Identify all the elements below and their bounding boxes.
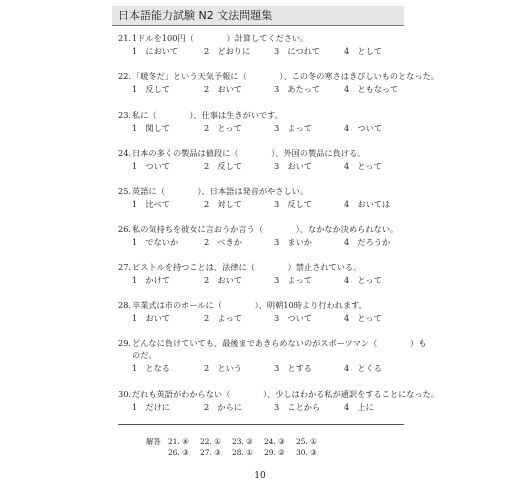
question-30	[118, 388, 440, 413]
answer-item: 28. ①	[232, 448, 253, 457]
answer-item: 24. ③	[264, 437, 285, 446]
option-4: 4 とくる	[344, 363, 382, 373]
answer-item: 23. ②	[232, 437, 253, 446]
option-1: 1 関して	[132, 123, 170, 133]
question-number: 30.	[118, 389, 132, 399]
question-25	[118, 185, 418, 210]
option-1: 1 比べて	[132, 199, 170, 209]
question-number: 27.	[118, 262, 132, 272]
answer-item: 25. ①	[296, 437, 317, 446]
question-27	[118, 261, 418, 286]
question-number: 24.	[118, 148, 132, 158]
question-text: だれも英語がわからない（ ）、少しはわかる私が通訳をすることになった。	[132, 389, 440, 399]
option-3: 3 反して	[274, 199, 312, 209]
answer-row-2	[168, 447, 328, 458]
option-2: 2 とって	[204, 123, 242, 133]
answer-divider	[118, 424, 404, 425]
option-3: 3 とする	[274, 363, 312, 373]
question-number: 26.	[118, 224, 132, 234]
question-number: 29.	[118, 338, 132, 348]
option-1: 1 でないか	[132, 237, 179, 247]
question-text: 私の気持ちを彼女に言おうか言う（ ）、なかなか決められない。	[132, 224, 399, 234]
option-4: 4 とって	[344, 161, 382, 171]
question-text: 「暖冬だ」という天気予報に（ ）、この冬の寒さはきびしいものとなった。	[132, 71, 440, 81]
answer-item: 22. ①	[200, 437, 221, 446]
option-4: 4 とって	[344, 275, 382, 285]
option-1: 1 かけて	[132, 275, 170, 285]
answer-row-1	[168, 436, 328, 447]
option-3: 3 ついて	[274, 313, 312, 323]
page-header: 日本語能力試験 N2 文法問題集	[112, 6, 404, 26]
option-4: 4 ともなって	[344, 84, 399, 94]
option-4: 4 だろうか	[344, 237, 391, 247]
option-2: 2 おいて	[204, 84, 242, 94]
question-text: ピストルを持つことは、法律に（ ）禁止されている。	[132, 262, 362, 272]
question-23	[118, 109, 418, 134]
option-2: 2 反して	[204, 161, 242, 171]
question-text: 私に（ ）、仕事は生きがいです。	[132, 110, 283, 120]
option-1: 1 ついて	[132, 161, 170, 171]
option-3: 3 よって	[274, 275, 312, 285]
page-number: 10	[254, 471, 266, 481]
question-29	[118, 337, 427, 374]
answer-item: 27. ③	[200, 448, 221, 457]
question-text: 日本の多くの製品は値段に（ ）、外国の製品に負ける。	[132, 148, 366, 158]
question-28	[118, 299, 418, 324]
option-2: 2 という	[204, 363, 242, 373]
option-3: 3 ことから	[274, 402, 321, 412]
option-3: 3 につれて	[274, 46, 320, 56]
question-text: 1ドルを100円（ ）計算してください。	[132, 33, 309, 43]
answer-item: 21. ④	[168, 437, 189, 446]
option-4: 4 として	[344, 46, 382, 56]
option-4: 4 おいては	[344, 199, 391, 209]
question-text: どんなに負けていても、最後まであきらめないのがスポーツマン（ ）も	[132, 338, 427, 348]
question-26	[118, 223, 418, 248]
question-number: 25.	[118, 186, 132, 196]
answer-item: 30. ③	[296, 448, 317, 457]
question-text: 卒業式は市のホールに（ ）、明朝10時より行われます。	[132, 300, 367, 310]
option-2: 2 対して	[204, 199, 242, 209]
option-3: 3 おいて	[274, 161, 312, 171]
option-3: 3 まいか	[274, 237, 312, 247]
option-2: 2 どおりに	[204, 46, 251, 56]
question-number: 28.	[118, 300, 132, 310]
option-4: 4 とって	[344, 313, 382, 323]
question-text: 英語に（ ）、日本語は発音がやさしい。	[132, 186, 309, 196]
question-number: 21.	[118, 33, 132, 43]
question-24	[118, 147, 418, 172]
answer-item: 26. ③	[168, 448, 189, 457]
option-1: 1 だけに	[132, 402, 170, 412]
question-number: 23.	[118, 110, 132, 120]
answer-item: 29. ②	[264, 448, 285, 457]
answer-label: 解答	[146, 437, 161, 446]
question-number: 22.	[118, 71, 132, 81]
option-2: 2 よって	[204, 313, 242, 323]
option-4: 4 ついて	[344, 123, 382, 133]
option-2: 2 おいて	[204, 275, 242, 285]
option-1: 1 において	[132, 46, 179, 56]
option-1: 1 となる	[132, 363, 170, 373]
option-3: 3 よって	[274, 123, 312, 133]
option-2: 2 べきか	[204, 237, 242, 247]
question-22	[118, 70, 440, 95]
option-4: 4 上に	[344, 402, 374, 412]
question-21	[118, 32, 418, 57]
option-2: 2 からに	[204, 402, 242, 412]
option-1: 1 おいて	[132, 313, 170, 323]
question-text-continued: のだ。	[132, 350, 157, 360]
option-1: 1 反して	[132, 84, 170, 94]
option-3: 3 あたって	[274, 84, 321, 94]
